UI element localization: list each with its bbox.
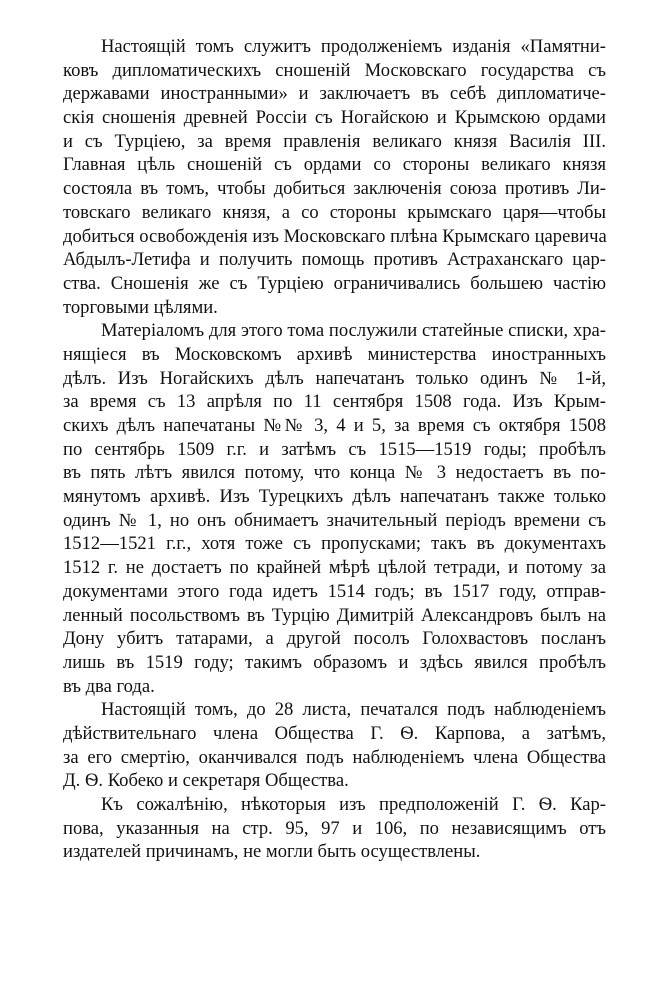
text-line: скихъ дѣлъ напечатаны №№ 3, 4 и 5, за время съ октября 1508 — [63, 415, 606, 436]
text-line: Настоящій томъ, до 28 листа, печатался подъ наблюденіемъ — [101, 699, 606, 721]
text-line: по сентябрь 1509 г.г. и затѣмъ съ 1515—1519 годы; пробѣлъ — [63, 438, 606, 460]
text-line: въ два года. — [63, 675, 155, 697]
text-line: товскаго великаго князя, а со стороны крымскаго царя—чтобы — [63, 201, 606, 223]
paragraph — [63, 35, 606, 319]
text-line: состояла въ томъ, чтобы добиться заключенія союза противъ Ли- — [63, 178, 606, 200]
text-line: Матеріаломъ для этого тома послужили статейные списки, хра- — [101, 320, 606, 342]
text-line: и съ Турціею, за время правленія великаго князя Василія III. — [63, 130, 606, 152]
paragraph — [63, 319, 606, 698]
text-line: державами иностранными» и заключаетъ въ себѣ дипломатиче- — [63, 83, 606, 105]
paragraph — [63, 698, 606, 793]
text-line: скія сношенія древней Россіи съ Ногайскою и Крымскою ордами — [63, 107, 606, 129]
text-line: нящіеся въ Московскомъ архивѣ министерства иностранныхъ — [63, 343, 606, 365]
text-line: пова, указанныя на стр. 95, 97 и 106, по независящимъ отъ — [63, 817, 606, 839]
text-line: Дону убитъ татарами, а другой посолъ Голохвастовъ посланъ — [63, 628, 606, 650]
paragraph — [63, 793, 606, 864]
text-line: за время съ 13 апрѣля по 11 сентября 1508 года. Изъ Крым- — [63, 391, 606, 413]
text-line: ковъ дипломатическихъ сношеній Московскаго государства съ — [63, 59, 606, 81]
text-line: издателей причинамъ, не могли быть осуществлены. — [63, 841, 481, 863]
text-line: ства. Сношенія же съ Турціею ограничивались большею частію — [63, 272, 606, 294]
text-line: торговыми цѣлями. — [63, 296, 218, 318]
text-line: Къ сожалѣнію, нѣкоторыя изъ предположеній Г. Ѳ. Кар- — [101, 794, 606, 815]
text-line: Настоящій томъ служитъ продолженіемъ изданія «Памятни- — [101, 36, 606, 57]
text-line: 1512—1521 г.г., хотя тоже съ пропусками; такъ въ документахъ — [63, 533, 606, 555]
text-line: дѣйствительнаго члена Общества Г. Ѳ. Карпова, а затѣмъ, — [63, 722, 606, 744]
text-line: одинъ № 1, но онъ обнимаетъ значительный періодъ времени съ — [63, 509, 606, 531]
text-line: Абдылъ-Летифа и получить помощь противъ Астраханскаго цар- — [63, 249, 606, 271]
text-line: ленный посольствомъ въ Турцію Димитрій Александровъ былъ на — [63, 604, 606, 626]
text-line: документами этого года идетъ 1514 годъ; въ 1517 году, отправ- — [63, 580, 606, 602]
text-line: въ пять лѣтъ явился потому, что конца № 3 недостаетъ въ по- — [63, 462, 606, 484]
text-line: дѣлъ. Изъ Ногайскихъ дѣлъ напечатанъ только одинъ № 1-й, — [63, 367, 606, 389]
text-line: лишь въ 1519 году; такимъ образомъ и здѣсь явился пробѣлъ — [63, 651, 606, 673]
text-line: мянутомъ архивѣ. Изъ Турецкихъ дѣлъ напечатанъ также только — [63, 486, 606, 508]
document-page — [63, 35, 606, 864]
text-line: добиться освобожденія изъ Московскаго плѣна Крымскаго царевича — [63, 225, 607, 247]
text-line: за его смертію, оканчивался подъ наблюденіемъ члена Общества — [63, 746, 606, 768]
text-line: 1512 г. не достаетъ по крайней мѣрѣ цѣлой тетради, и потому за — [63, 557, 606, 579]
text-line: Главная цѣль сношеній съ ордами со стороны великаго князя — [63, 154, 606, 176]
text-line: Д. Ѳ. Кобеко и секретаря Общества. — [63, 770, 349, 792]
